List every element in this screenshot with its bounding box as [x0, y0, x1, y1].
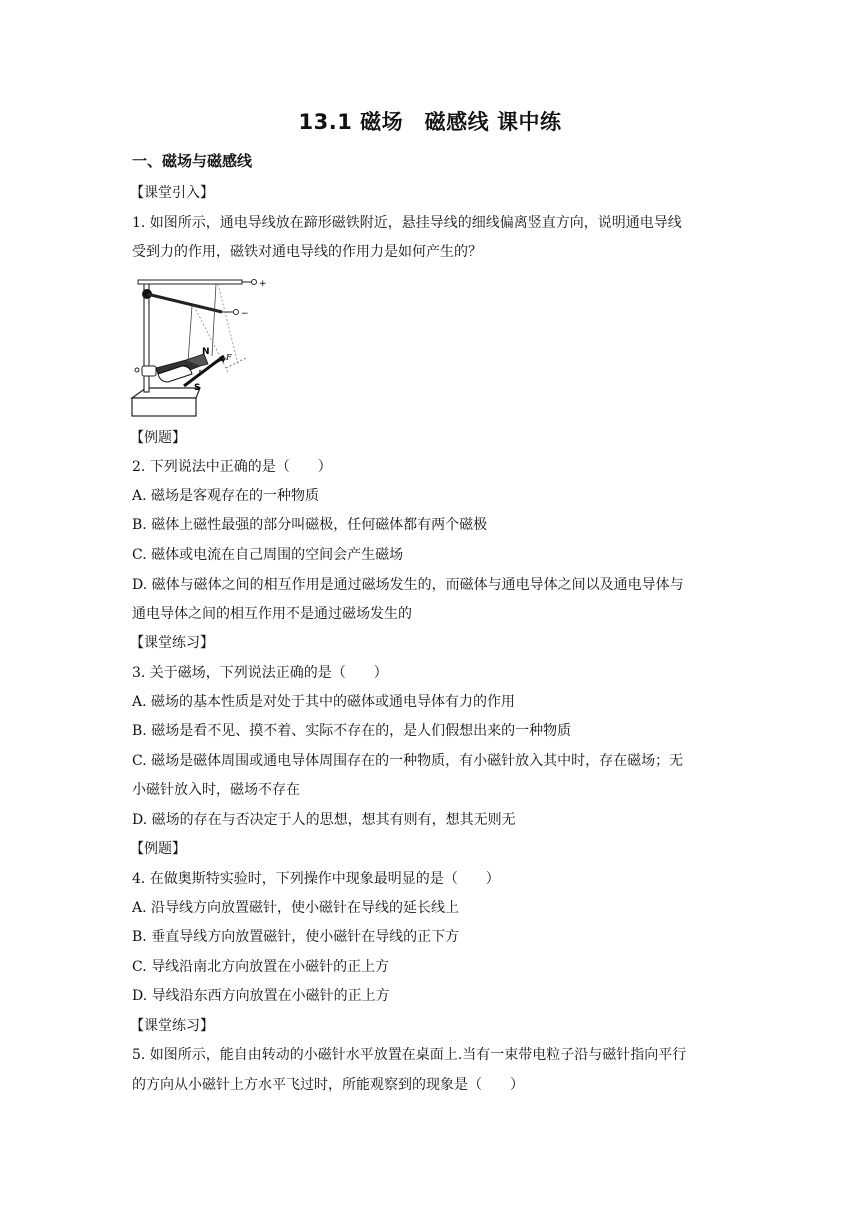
q1-line-1: 1. 如图所示，通电导线放在蹄形磁铁附近，悬挂导线的细线偏离竖直方向，说明通电导线 — [132, 215, 682, 231]
q4-option-c: C. 导线沿南北方向放置在小磁针的正上方 — [132, 959, 390, 975]
q2-stem: 2. 下列说法中正确的是（ ） — [132, 459, 332, 475]
q2-option-d-line-2: 通电导体之间的相互作用不是通过磁场发生的 — [132, 606, 412, 622]
q3-option-a: A. 磁场的基本性质是对处于其中的磁体或通电导体有力的作用 — [132, 694, 516, 710]
top-bar — [138, 280, 242, 284]
lower-clamp — [142, 366, 156, 376]
q4-option-a: A. 沿导线方向放置磁针，使小磁针在导线的延长线上 — [132, 900, 460, 916]
current-label: I — [198, 369, 202, 378]
arm — [147, 294, 222, 312]
q5-line-1: 5. 如图所示，能自由转动的小磁针水平放置在桌面上.当有一束带电粒子沿与磁针指向平行 — [132, 1047, 687, 1063]
stand-base — [132, 398, 196, 416]
thread-1 — [188, 306, 192, 362]
minus-label: − — [241, 309, 249, 319]
q1-tag: 【课堂引入】 — [130, 185, 214, 201]
q3-tag: 【课堂练习】 — [130, 635, 214, 651]
q1-line-2: 受到力的作用，磁铁对通电导线的作用力是如何产生的？ — [132, 244, 482, 260]
section-heading: 一、磁场与磁感线 — [132, 152, 253, 170]
q2-option-b: B. 磁体上磁性最强的部分叫磁极，任何磁体都有两个磁极 — [132, 517, 488, 533]
terminal-plus — [252, 280, 257, 285]
q3-option-b: B. 磁场是看不见、摸不着、实际不存在的，是人们假想出来的一种物质 — [132, 723, 572, 739]
plus-label: + — [259, 279, 267, 289]
q4-tag: 【例题】 — [130, 841, 186, 857]
q3-option-c-line-1: C. 磁场是磁体周围或通电导体周围存在的一种物质，有小磁针放入其中时，存在磁场；无 — [132, 753, 684, 769]
north-label: N — [202, 347, 210, 357]
stand-base-top — [132, 388, 200, 398]
q4-option-b: B. 垂直导线方向放置磁针，使小磁针在导线的正下方 — [132, 929, 460, 945]
q2-option-c: C. 磁体或电流在自己周围的空间会产生磁场 — [132, 547, 404, 563]
q2-option-d-line-1: D. 磁体与磁体之间的相互作用是通过磁场发生的，而磁体与通电导体之间以及通电导体与 — [132, 577, 684, 593]
q3-option-c-line-2: 小磁针放入时，磁场不存在 — [132, 782, 300, 798]
q4-option-d: D. 导线沿东西方向放置在小磁针的正上方 — [132, 988, 390, 1004]
q5-line-2: 的方向从小磁针上方水平飞过时，所能观察到的现象是（ ） — [132, 1077, 524, 1093]
q4-stem: 4. 在做奥斯特实验时，下列操作中现象最明显的是（ ） — [132, 871, 500, 887]
q3-option-d: D. 磁场的存在与否决定于人的思想，想其有则有，想其无则无 — [132, 812, 516, 828]
page-title: 13.1 磁场 磁感线 课中练 — [298, 110, 562, 134]
q5-tag: 【课堂练习】 — [130, 1018, 214, 1034]
q3-stem: 3. 关于磁场，下列说法正确的是（ ） — [132, 665, 388, 681]
terminal-minus — [234, 310, 239, 315]
magnet-experiment-figure — [128, 268, 268, 424]
force-label: F — [226, 353, 232, 362]
dashed-thread-2 — [218, 284, 238, 364]
south-label: S — [194, 383, 201, 393]
q2-tag: 【例题】 — [130, 430, 186, 446]
q2-option-a: A. 磁场是客观存在的一种物质 — [132, 488, 320, 504]
